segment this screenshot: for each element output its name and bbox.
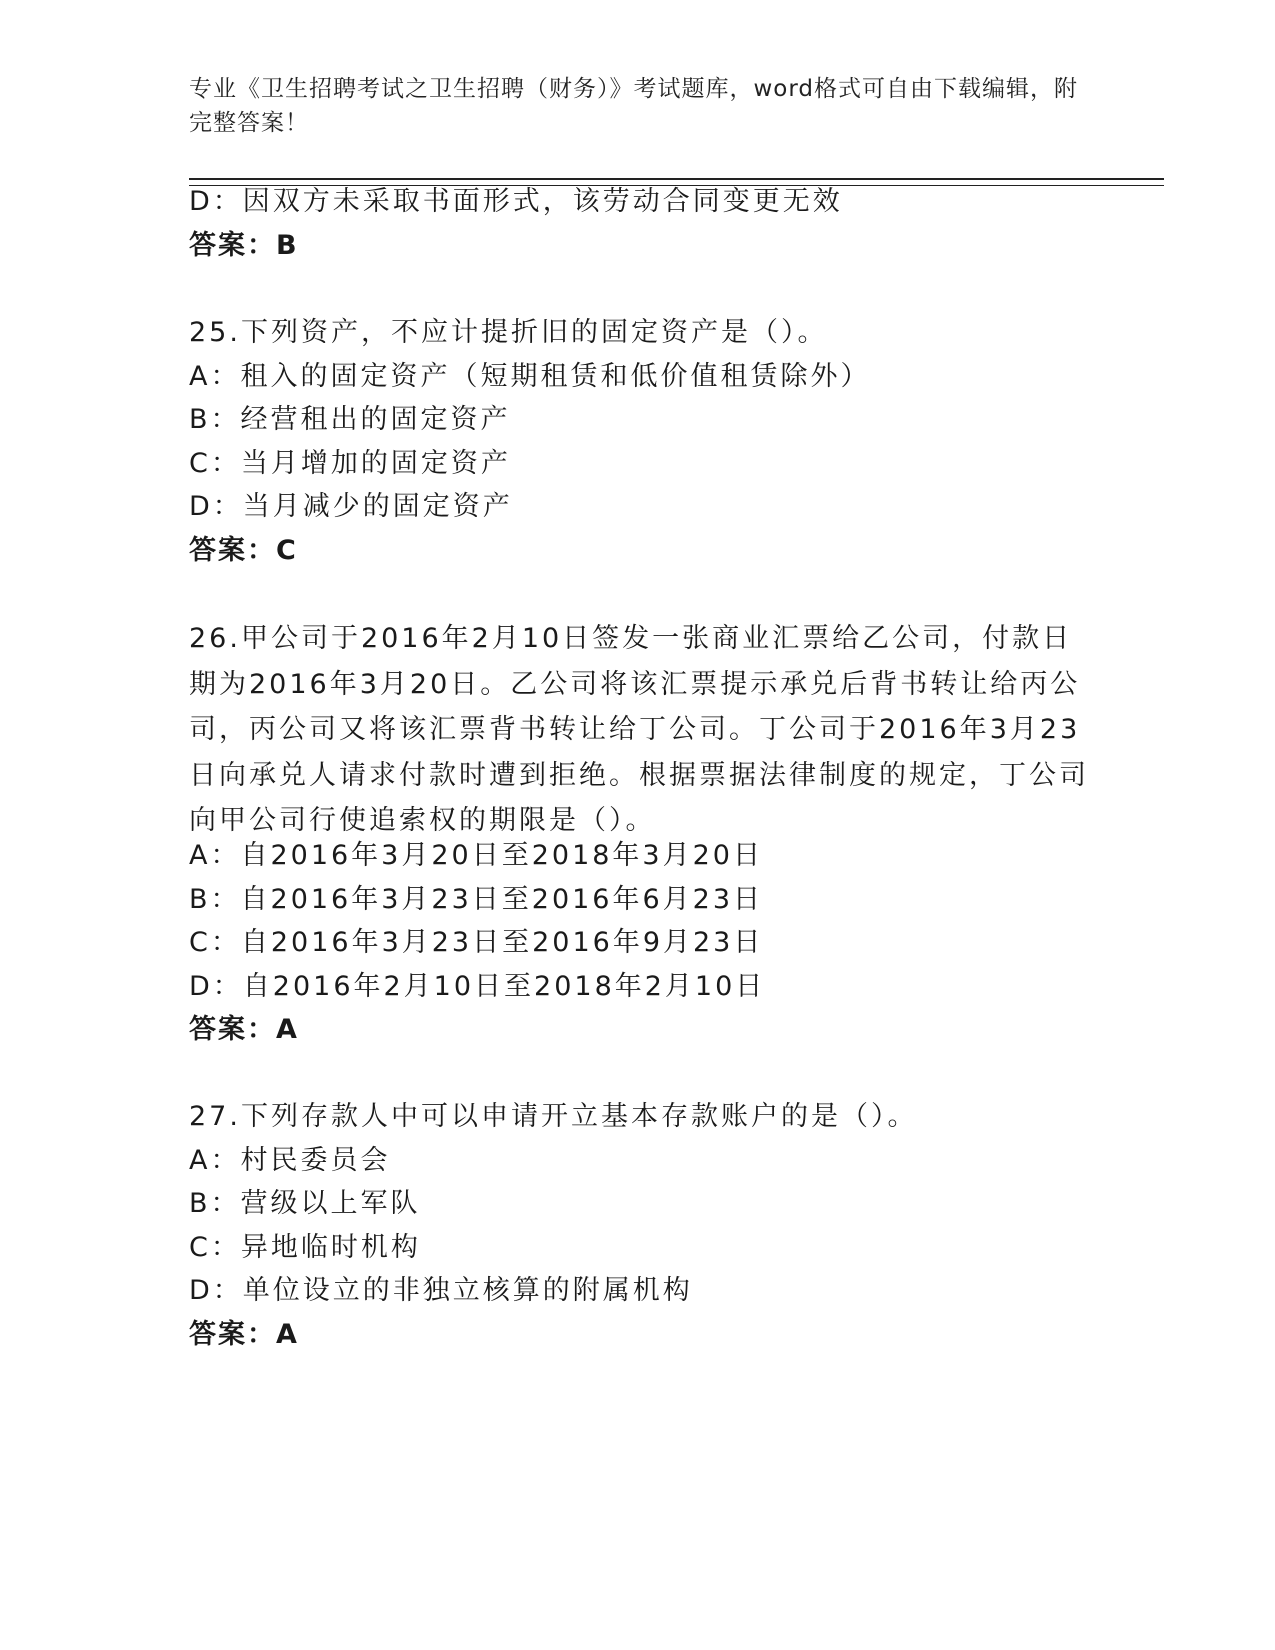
question-27-option-b: B：营级以上军队 (189, 1188, 421, 1219)
question-27-option-a: A：村民委员会 (189, 1145, 391, 1176)
question-27-answer: 答案：A (189, 1319, 299, 1350)
question-27-option-c: C：异地临时机构 (189, 1232, 421, 1263)
question-27-text: 27.下列存款人中可以申请开立基本存款账户的是（）。 (189, 1101, 918, 1132)
question-25-option-a: A：租入的固定资产（短期租赁和低价值租赁除外） (189, 361, 871, 392)
prev-answer: 答案：B (189, 230, 299, 261)
question-25-answer: 答案：C (189, 535, 298, 566)
question-25-text: 25.下列资产，不应计提折旧的固定资产是（）。 (189, 317, 828, 348)
prev-option-d: D：因双方未采取书面形式，该劳动合同变更无效 (189, 186, 843, 217)
question-25-option-b: B：经营租出的固定资产 (189, 404, 511, 435)
question-26-option-c: C：自2016年3月23日至2016年9月23日 (189, 927, 764, 958)
question-25-option-c: C：当月增加的固定资产 (189, 448, 511, 479)
question-26-option-d: D：自2016年2月10日至2018年2月10日 (189, 971, 766, 1002)
question-26-text: 26.甲公司于2016年2月10日签发一张商业汇票给乙公司，付款日期为2016年3月20日。乙公司将该汇票提示承兑后背书转让给丙公司，丙公司又将该汇票背书转让给丁公司。丁公司于2016年3月23日向承兑人请求付款时遭到拒绝。根据票据法律制度的规定，丁公司向甲公司行使追索权的期限是（）。 (189, 623, 1089, 836)
question-25-option-d: D：当月减少的固定资产 (189, 491, 513, 522)
question-26-answer: 答案：A (189, 1014, 299, 1045)
document-header-note: 专业《卫生招聘考试之卫生招聘（财务）》考试题库，word格式可自由下载编辑，附完整答案！ (189, 76, 1079, 136)
question-26-option-b: B：自2016年3月23日至2016年6月23日 (189, 884, 764, 915)
question-26-option-a: A：自2016年3月20日至2018年3月20日 (189, 840, 763, 871)
question-27-option-d: D：单位设立的非独立核算的附属机构 (189, 1275, 693, 1306)
